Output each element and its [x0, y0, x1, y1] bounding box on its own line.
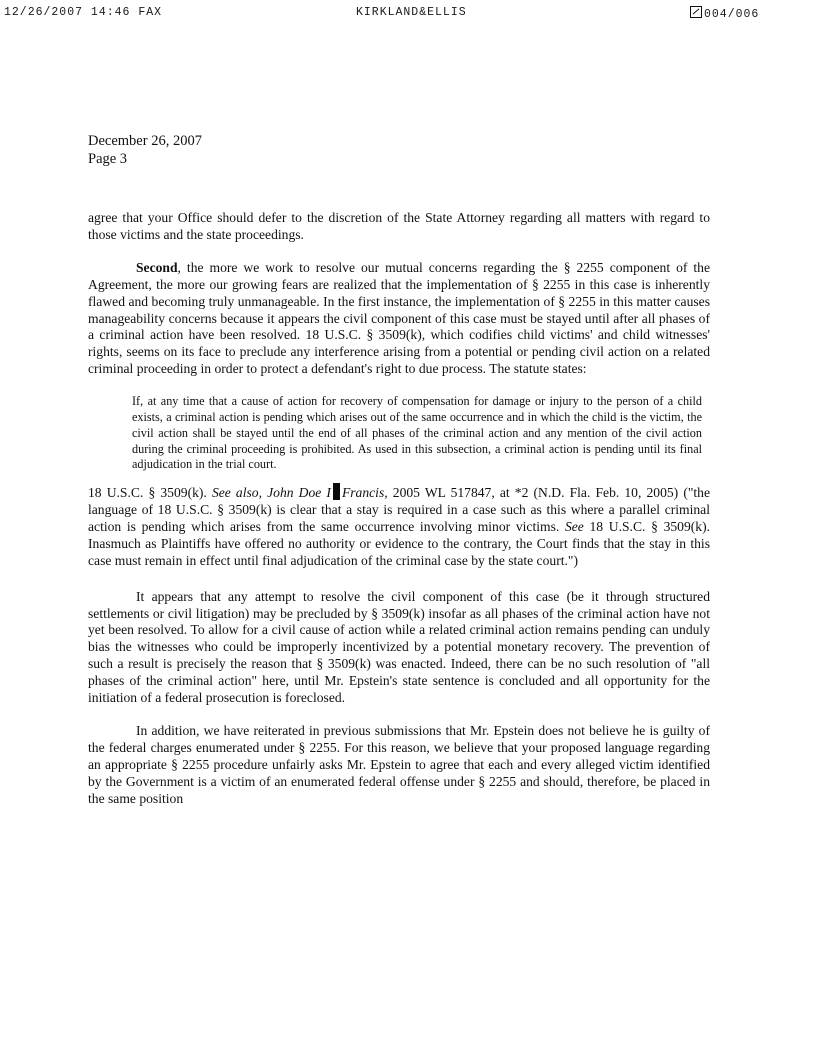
citation-paragraph — [88, 483, 710, 570]
letter-meta — [88, 132, 202, 168]
fax-checkbox-icon — [690, 6, 702, 18]
letter-body — [88, 210, 710, 824]
letter-page: Page 3 — [88, 151, 128, 167]
second-lead: Second — [136, 259, 178, 275]
paragraph-continuation: agree that your Office should defer to the discretion of the State Attorney regarding all matters with regard to those victims and the state proceedings. — [88, 210, 710, 242]
cite-body: , 2005 WL 517847, at *2 (N.D. Fla. Feb. 10, 2005) ("the language of 18 U.S.C. § 3509(k) is clear that a stay is required in a case such as this where a parallel criminal action is pending which arises from the same occurrence involving minor victims. — [88, 485, 711, 534]
fax-sender: KIRKLAND&ELLIS — [356, 6, 467, 19]
paragraph-addition: In addition, we have reiterated in previous submissions that Mr. Epstein does not believe he is guilty of the federal charges enumerated under § 2255. For this reason, we believe that your proposed language regarding an appropriate § 2255 procedure unfairly asks Mr. Epstein to agree that each and every alleged victim identified by the Government is a victim of an enumerated federal offense under § 2255 and should, therefore, be placed in the same position — [88, 723, 710, 806]
paragraph-resolution: It appears that any attempt to resolve the civil component of this case (be it through structured settlements or civil litigation) may be precluded by § 3509(k) insofar as all phases of the criminal action have not yet been resolved. To allow for a civil cause of action while a related criminal action remains pending can unduly bias the witnesses who could be improperly incentivized by a potential monetary recovery. The prevention of such a result is precisely the reason that § 3509(k) was enacted. Indeed, there can be no such resolution of "all phases of the criminal action" here, until Mr. Epstein's state sentence is concluded and all opportunity for the initiation of a federal prosecution is foreclosed. — [88, 588, 710, 706]
redaction-block — [333, 483, 340, 500]
cite-see: See — [564, 518, 584, 534]
fax-header — [0, 6, 816, 24]
fax-page-count — [690, 6, 759, 21]
letter-date: December 26, 2007 — [88, 133, 202, 149]
fax-datetime: 12/26/2007 14:46 FAX — [4, 6, 163, 19]
cite-francis: Francis — [341, 485, 385, 501]
second-body: , the more we work to resolve our mutual concerns regarding the § 2255 component of the Agreement, the more our growing fears are realized that the implementation of § 2255 in this case is inherently flawed and becoming truly unmanageable. In the first instance, the implementation of § 2255 in this matter causes manageability concerns because it appears the civil component of this case must be stayed until after all phases of a criminal action have been resolved. 18 U.S.C. § 3509(k), which codifies child victims' and child witnesses' rights, seems on its face to preclude any interference arising from a potential or pending civil action on a related criminal proceeding in order to protect a defendant's right to due process. The statute states: — [88, 259, 710, 377]
cite-conclusion: 18 U.S.C. § 3509(k). Inasmuch as Plaintiffs have offered no authority or evidence to the contrary, the Court finds that the stay in this case must remain in effect until final adjudication of the criminal case by the state court.") — [88, 518, 711, 568]
cite-see-also: See also, John Doe I — [211, 485, 331, 501]
paragraph-second — [88, 260, 710, 378]
cite-statute: 18 U.S.C. § 3509(k). — [88, 485, 212, 501]
statute-quote: If, at any time that a cause of action for recovery of compensation for damage or injury to the person of a child exists, a criminal action is pending which arises out of the same occurrence and in which the child is the victim, the civil action shall be stayed until the end of all phases of the criminal action and any mention of the civil action during the criminal proceeding is prohibited. As used in this subsection, a criminal action is pending until its final adjudication in the trial court. — [132, 394, 702, 472]
fax-page-number: 004/006 — [704, 8, 760, 21]
